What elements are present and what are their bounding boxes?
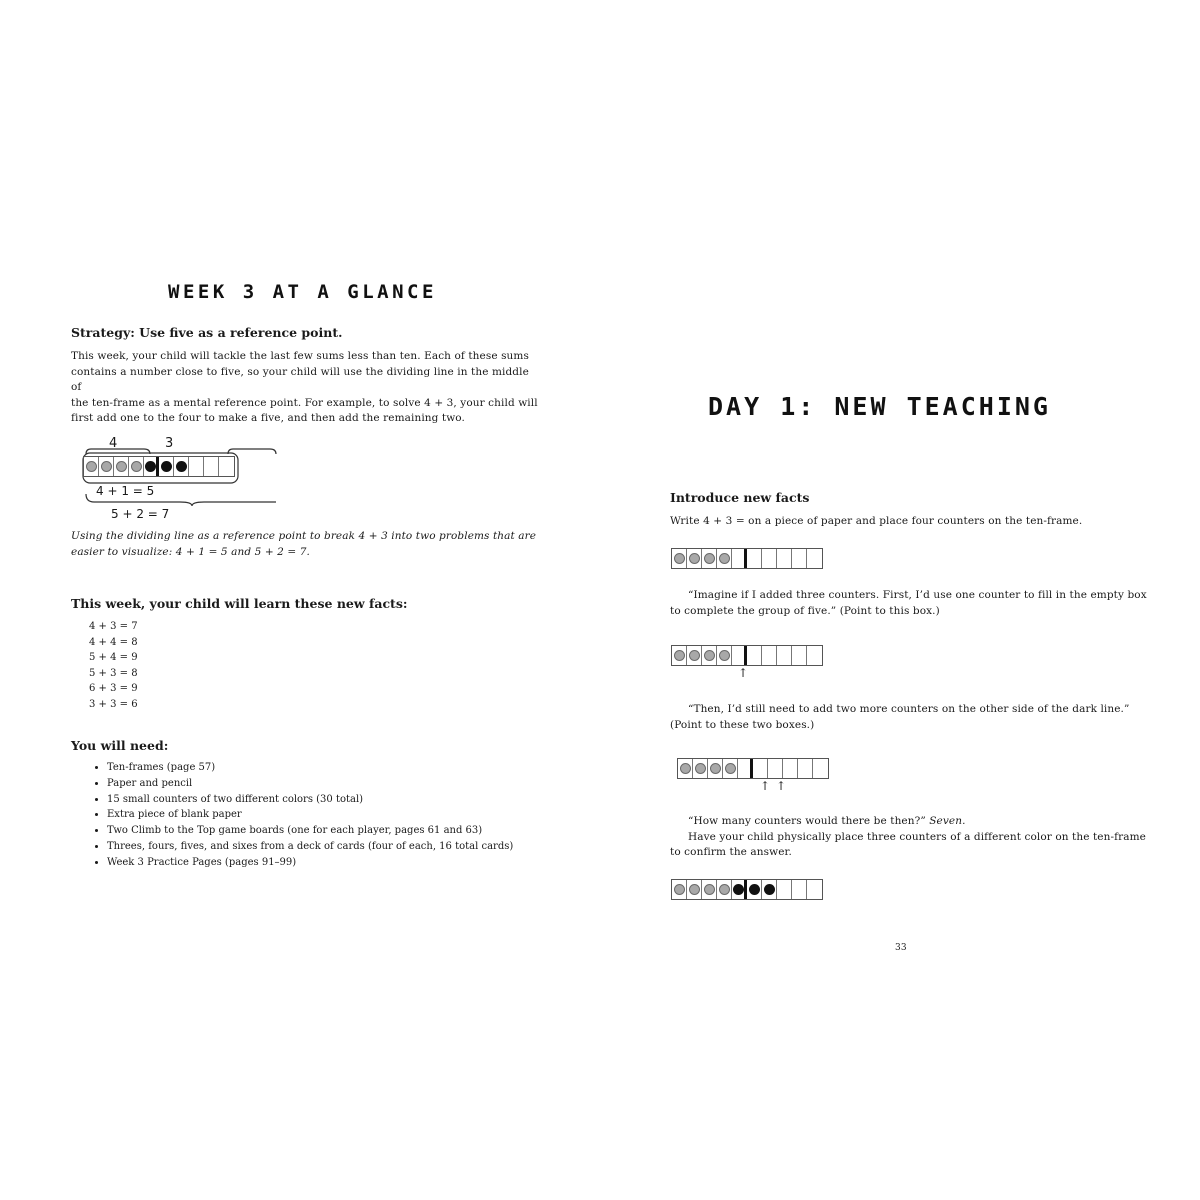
gray-counter xyxy=(719,553,730,564)
gray-counter xyxy=(674,650,685,661)
frame-cell xyxy=(144,457,159,476)
frame-cell xyxy=(798,759,813,778)
frame-cell xyxy=(777,549,792,568)
gray-counter xyxy=(719,650,730,661)
diagram-ten-frame xyxy=(83,456,235,477)
frame-cell xyxy=(678,759,693,778)
fact-item: 3 + 3 = 6 xyxy=(89,698,138,710)
quote-line: to complete the group of five.” (Point to this box.) xyxy=(670,604,940,617)
quote-three xyxy=(670,814,1150,861)
right-page-title: DAY 1: NEW TEACHING xyxy=(708,392,1051,421)
ten-frame-seven-counters xyxy=(671,879,823,900)
frame-cell xyxy=(129,457,144,476)
fact-item: 5 + 4 = 9 xyxy=(89,652,138,664)
frame-cell xyxy=(747,880,762,899)
caption-line: easier to visualize: 4 + 1 = 5 and 5 + 2 = 7. xyxy=(71,545,310,558)
diagram-caption xyxy=(71,529,541,560)
frame-cell xyxy=(693,759,708,778)
gray-counter xyxy=(704,553,715,564)
up-arrow-icon: ↑ xyxy=(738,666,749,680)
frame-cell xyxy=(738,759,753,778)
frame-cell xyxy=(792,646,807,665)
intro-text: Write 4 + 3 = on a piece of paper and place four counters on the ten-frame. xyxy=(670,515,1083,527)
diagram-equation-1: 4 + 1 = 5 xyxy=(96,484,155,498)
frame-cell xyxy=(747,646,762,665)
quote-line: Have your child physically place three counters of a different color on the ten-frame xyxy=(688,830,1146,843)
strategy-paragraph xyxy=(71,349,541,427)
frame-cell xyxy=(732,646,747,665)
frame-cell xyxy=(723,759,738,778)
frame-cell xyxy=(159,457,174,476)
gray-counter xyxy=(116,461,127,472)
quote-question: “How many counters would there be then?” xyxy=(688,815,926,827)
frame-cell xyxy=(687,880,702,899)
frame-cell xyxy=(762,880,777,899)
gray-counter xyxy=(674,553,685,564)
diagram-equation-2: 5 + 2 = 7 xyxy=(111,507,170,521)
ten-frame-fill-five xyxy=(671,645,823,666)
diagram-label-three: 3 xyxy=(165,436,174,451)
frame-cell xyxy=(99,457,114,476)
gray-counter xyxy=(689,650,700,661)
gray-counter xyxy=(689,553,700,564)
diagram-label-four: 4 xyxy=(109,436,118,451)
caption-line: Using the dividing line as a reference point to break 4 + 3 into two problems that are xyxy=(71,530,537,542)
up-arrow-icon: ↑ xyxy=(776,779,787,793)
frame-cell xyxy=(732,549,747,568)
black-counter xyxy=(749,884,760,895)
frame-cell xyxy=(777,646,792,665)
gray-counter xyxy=(86,461,97,472)
frame-cell xyxy=(807,549,822,568)
frame-cell xyxy=(204,457,219,476)
frame-cell xyxy=(174,457,189,476)
page-number: 33 xyxy=(895,943,907,953)
fact-item: 6 + 3 = 9 xyxy=(89,683,138,695)
strategy-line: the ten-frame as a mental reference point. For example, to solve 4 + 3, your child will xyxy=(71,396,538,409)
frame-cell xyxy=(702,549,717,568)
gray-counter xyxy=(695,763,706,774)
frame-cell xyxy=(219,457,234,476)
materials-list xyxy=(71,760,577,871)
quote-answer: Seven. xyxy=(929,815,966,827)
frame-cell xyxy=(768,759,783,778)
gray-counter xyxy=(704,650,715,661)
ten-frame-four-counters xyxy=(671,548,823,569)
gray-counter xyxy=(719,884,730,895)
black-counter xyxy=(176,461,187,472)
facts-list xyxy=(89,619,138,713)
gray-counter xyxy=(680,763,691,774)
frame-cell xyxy=(672,880,687,899)
frame-cell xyxy=(762,549,777,568)
quote-line: “Imagine if I added three counters. First, I’d use one counter to fill in the empty box xyxy=(688,589,1147,601)
gray-counter xyxy=(710,763,721,774)
strategy-heading: Strategy: Use five as a reference point. xyxy=(71,325,343,340)
fact-item: 5 + 3 = 8 xyxy=(89,667,138,679)
material-item: • Extra piece of blank paper xyxy=(107,807,577,823)
frame-cell xyxy=(717,549,732,568)
black-counter xyxy=(145,461,156,472)
frame-cell xyxy=(777,880,792,899)
quote-line xyxy=(670,814,1150,830)
black-counter xyxy=(764,884,775,895)
frame-cell xyxy=(747,549,762,568)
left-page-title: WEEK 3 AT A GLANCE xyxy=(168,281,437,303)
frame-cell xyxy=(717,880,732,899)
frame-cell xyxy=(753,759,768,778)
quote-line: to confirm the answer. xyxy=(670,846,792,858)
frame-cell xyxy=(717,646,732,665)
quote-line: (Point to these two boxes.) xyxy=(670,718,815,731)
material-item: • Week 3 Practice Pages (pages 91–99) xyxy=(107,855,577,871)
fact-item: 4 + 4 = 8 xyxy=(89,636,138,648)
gray-counter xyxy=(101,461,112,472)
frame-cell xyxy=(708,759,723,778)
material-item: • 15 small counters of two different colors (30 total) xyxy=(107,792,577,808)
frame-cell xyxy=(813,759,828,778)
fact-item: 4 + 3 = 7 xyxy=(89,621,138,632)
up-arrow-icon: ↑ xyxy=(760,779,771,793)
gray-counter xyxy=(674,884,685,895)
frame-cell xyxy=(792,880,807,899)
frame-cell xyxy=(702,646,717,665)
quote-two xyxy=(670,702,1150,733)
frame-cell xyxy=(792,549,807,568)
frame-cell xyxy=(783,759,798,778)
material-item: • Paper and pencil xyxy=(107,776,577,792)
material-item: • Two Climb to the Top game boards (one for each player, pages 61 and 63) xyxy=(107,823,577,839)
black-counter xyxy=(161,461,172,472)
black-counter xyxy=(733,884,744,895)
quote-line: “Then, I’d still need to add two more counters on the other side of the dark line.” xyxy=(688,703,1130,715)
frame-cell xyxy=(732,880,747,899)
ten-frame-add-two xyxy=(677,758,829,779)
intro-heading: Introduce new facts xyxy=(670,490,810,505)
frame-cell xyxy=(702,880,717,899)
gray-counter xyxy=(131,461,142,472)
need-heading: You will need: xyxy=(71,738,169,753)
frame-cell xyxy=(807,880,822,899)
strategy-line: contains a number close to five, so your child will use the dividing line in the middle of xyxy=(71,365,529,393)
quote-one xyxy=(670,588,1150,619)
frame-cell xyxy=(762,646,777,665)
gray-counter xyxy=(704,884,715,895)
frame-cell xyxy=(672,549,687,568)
frame-cell xyxy=(114,457,129,476)
gray-counter xyxy=(689,884,700,895)
frame-cell xyxy=(84,457,99,476)
material-item: • Ten-frames (page 57) xyxy=(107,760,577,776)
frame-cell xyxy=(807,646,822,665)
gray-counter xyxy=(725,763,736,774)
facts-heading: This week, your child will learn these new facts: xyxy=(71,596,408,611)
frame-cell xyxy=(672,646,687,665)
frame-cell xyxy=(687,549,702,568)
material-item: • Threes, fours, fives, and sixes from a deck of cards (four of each, 16 total cards) xyxy=(107,839,577,855)
strategy-line: first add one to the four to make a five, and then add the remaining two. xyxy=(71,412,465,424)
frame-cell xyxy=(189,457,204,476)
frame-cell xyxy=(687,646,702,665)
strategy-line: This week, your child will tackle the last few sums less than ten. Each of these sums xyxy=(71,350,529,362)
